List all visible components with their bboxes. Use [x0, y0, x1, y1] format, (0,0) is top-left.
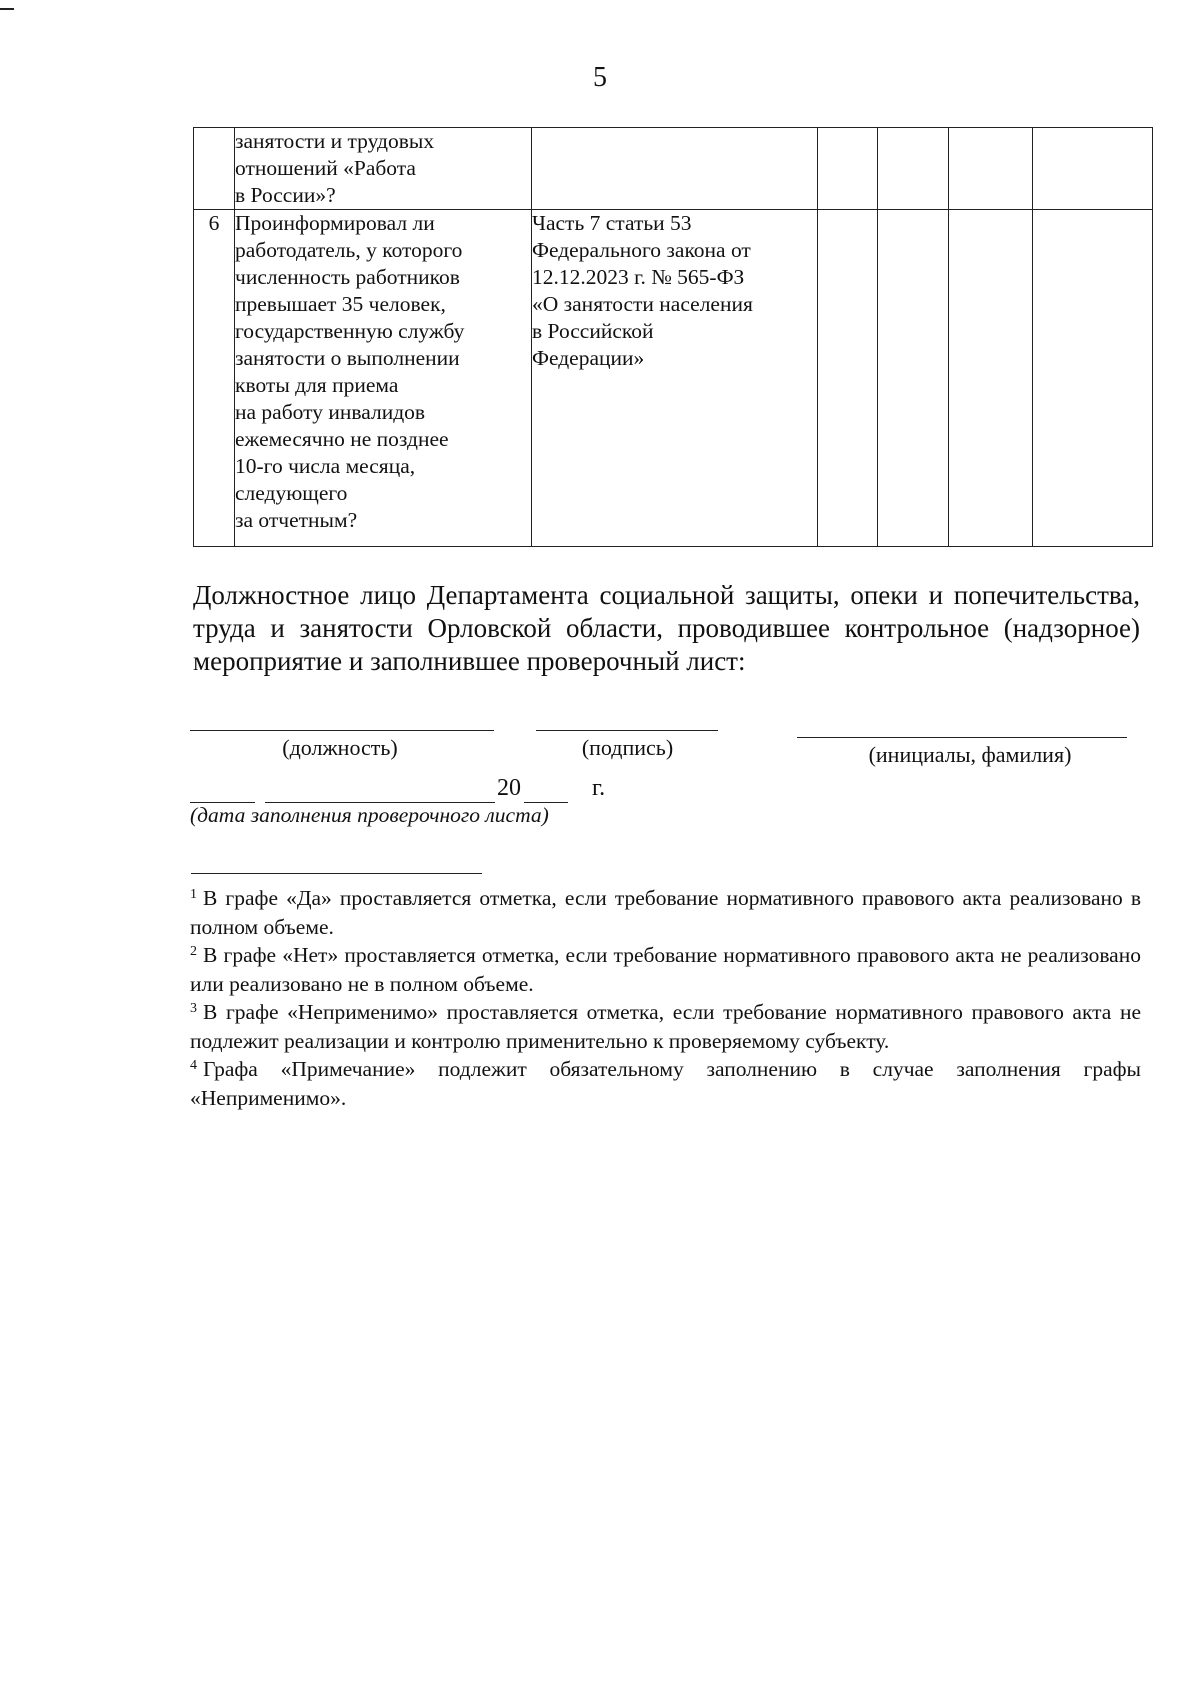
text-line: Федерации» — [532, 346, 645, 370]
checklist-table — [193, 127, 1153, 547]
footnotes — [190, 884, 1141, 1112]
footnote-mark: 2 — [190, 944, 197, 959]
signature-label: (подпись) — [581, 735, 674, 760]
text-line: отношений «Работа — [235, 156, 416, 180]
footnote-text: В графе «Нет» проставляется отметка, если требование нормативного правового акта не реализовано или реализовано не в полном объеме. — [190, 943, 1141, 996]
footnote — [190, 884, 1141, 941]
page-number: 5 — [593, 62, 607, 93]
answer-cell-not-applicable[interactable] — [949, 210, 1033, 547]
text-line: занятости о выполнении — [235, 346, 460, 370]
answer-cell-note[interactable] — [1033, 210, 1153, 547]
text-line: 12.12.2023 г. № 565-ФЗ — [532, 265, 745, 289]
answer-cell-note[interactable] — [1033, 128, 1153, 210]
name-label: (инициалы, фамилия) — [868, 742, 1072, 767]
date-caption: (дата заполнения проверочного листа) — [190, 803, 549, 827]
footnote-text: Графа «Примечание» подлежит обязательному заполнению в случае заполнения графы «Неприменимо». — [190, 1057, 1141, 1110]
text-line: работодатель, у которого — [235, 238, 463, 262]
text-line: государственную службу — [235, 319, 465, 343]
footnote-mark: 1 — [190, 887, 197, 902]
text-line: занятости и трудовых — [235, 129, 435, 153]
date-year-suffix: г. — [592, 775, 606, 801]
footnote-separator — [191, 873, 482, 874]
reference-cell — [532, 128, 818, 210]
text-line: в России»? — [235, 183, 336, 207]
footnote — [190, 998, 1141, 1055]
answer-cell-yes[interactable] — [818, 210, 878, 547]
table-row — [194, 210, 1153, 547]
question-cell — [235, 210, 532, 547]
footnote-mark: 3 — [190, 1001, 197, 1016]
name-line[interactable] — [797, 737, 1127, 738]
text-line: следующего — [235, 481, 348, 505]
question-cell — [235, 128, 532, 210]
answer-cell-not-applicable[interactable] — [949, 128, 1033, 210]
text-line: Федерального закона от — [532, 238, 751, 262]
text-line: в Российской — [532, 319, 654, 343]
text-line: за отчетным? — [235, 508, 358, 532]
text-line: численность работников — [235, 265, 460, 289]
footnote — [190, 941, 1141, 998]
date-year-prefix: 20 — [497, 775, 521, 801]
footnote-text: В графе «Неприменимо» проставляется отметка, если требование нормативного правового акта не подлежит реализации и контролю применительно к проверяемому субъекту. — [190, 1000, 1141, 1053]
position-label: (должность) — [282, 735, 398, 760]
row-number: 6 — [194, 210, 235, 547]
footnote-mark: 4 — [190, 1058, 197, 1073]
signature-line[interactable] — [536, 730, 718, 731]
answer-cell-no[interactable] — [878, 210, 949, 547]
text-line: превышает 35 человек, — [235, 292, 446, 316]
text-line: на работу инвалидов — [235, 400, 426, 424]
text-line: 10-го числа месяца, — [235, 454, 416, 478]
text-line: Часть 7 статьи 53 — [532, 211, 692, 235]
reference-cell — [532, 210, 818, 547]
table-row — [194, 128, 1153, 210]
signature-intro: Должностное лицо Департамента социальной защиты, опеки и попечительства, труда и занятости Орловской области, проводившее контрольное (надзорное) мероприятие и заполнившее проверочный лист: — [193, 580, 1140, 676]
text-line: «О занятости населения — [532, 292, 753, 316]
text-line: ежемесячно не позднее — [235, 427, 449, 451]
position-line[interactable] — [190, 730, 494, 731]
answer-cell-yes[interactable] — [818, 128, 878, 210]
answer-cell-no[interactable] — [878, 128, 949, 210]
text-line: Проинформировал ли — [235, 211, 435, 235]
footnote-text: В графе «Да» проставляется отметка, если требование нормативного правового акта реализовано в полном объеме. — [190, 886, 1141, 939]
text-line: квоты для приема — [235, 373, 399, 397]
footnote — [190, 1055, 1141, 1112]
scan-corner-mark — [0, 8, 14, 10]
row-number — [194, 128, 235, 210]
